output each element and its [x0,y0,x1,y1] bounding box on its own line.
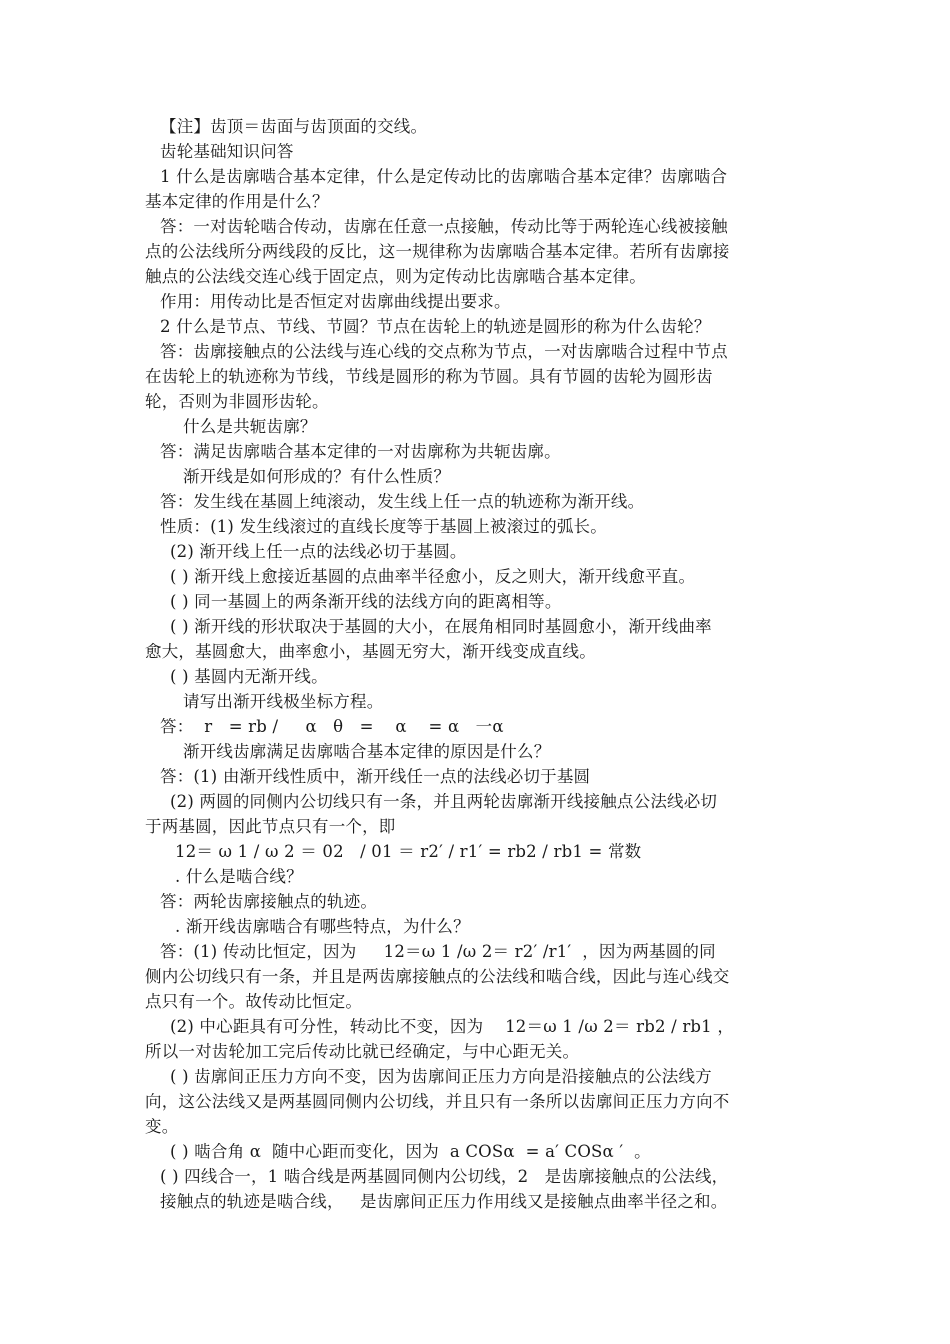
answer-8-line-8: 变。 [145,1117,179,1136]
answer-8-line-10: ( ) 四线合一，1 啮合线是两基圆同侧内公切线，2 是齿廓接触点的公法线， [160,1167,729,1186]
answer-1-line-2: 点的公法线所分两线段的反比，这一规律称为齿廓啮合基本定律。若所有齿廓接 [145,242,730,261]
question-7-line: . 什么是啮合线？ [175,867,303,886]
answer-4-line-5: ( ) 同一基圆上的两条渐开线的法线方向的距离相等。 [170,592,562,611]
answer-6-line-1: 答：(1) 由渐开线性质中，渐开线任一点的法线必切于基圆 [160,767,591,786]
question-1-line-1: 1 什么是齿廓啮合基本定律，什么是定传动比的齿廓啮合基本定律？齿廓啮合 [160,167,728,186]
answer-6-line-3: 于两基圆，因此节点只有一个，即 [145,817,396,836]
question-8-line: . 渐开线齿廓啮合有哪些特点，为什么？ [175,917,470,936]
answer-4-line-2: 性质：(1) 发生线滚过的直线长度等于基圆上被滚过的弧长。 [160,517,607,536]
section-title: 齿轮基础知识问答 [160,142,294,161]
answer-4-line-8: ( ) 基圆内无渐开线。 [170,667,328,686]
answer-4-line-7: 愈大，基圆愈大，曲率愈小，基圆无穷大，渐开线变成直线。 [145,642,596,661]
question-1-line-2: 基本定律的作用是什么？ [145,192,329,211]
note-line: 【注】齿顶＝齿面与齿顶面的交线。 [160,117,428,136]
answer-8-line-3: 点只有一个。故传动比恒定。 [145,992,363,1011]
answer-2-line-3: 轮，否则为非圆形齿轮。 [145,392,329,411]
answer-4-line-1: 答：发生线在基圆上纯滚动，发生线上任一点的轨迹称为渐开线。 [160,492,645,511]
question-5-line: 请写出渐开线极坐标方程。 [183,692,384,711]
answer-8-line-4: (2) 中心距具有可分性，转动比不变，因为 12＝ω 1 /ω 2＝ rb2 / rb1 ， [170,1017,735,1036]
question-4-line: 渐开线是如何形成的？有什么性质？ [183,467,451,486]
answer-6-line-2: (2) 两圆的同侧内公切线只有一条，并且两轮齿廓渐开线接触点公法线必切 [170,792,718,811]
question-2-line: 2 什么是节点、节线、节圆？节点在齿轮上的轨迹是圆形的称为什么齿轮？ [160,317,711,336]
answer-2-line-1: 答：齿廓接触点的公法线与连心线的交点称为节点，一对齿廓啮合过程中节点 [160,342,728,361]
answer-4-line-6: ( ) 渐开线的形状取决于基圆的大小，在展角相同时基圆愈小，渐开线曲率 [170,617,712,636]
question-3-line: 什么是共轭齿廓？ [183,417,317,436]
answer-8-line-11: 接触点的轨迹是啮合线， 是齿廓间正压力作用线又是接触点曲率半径之和。 [160,1192,728,1211]
question-6-line: 渐开线齿廓满足齿廓啮合基本定律的原因是什么？ [183,742,551,761]
answer-8-line-9: ( ) 啮合角 α 随中心距而变化，因为 a COSα = a′ COSα ′ 。 [170,1142,651,1161]
answer-8-line-5: 所以一对齿轮加工完后传动比就已经确定，与中心距无关。 [145,1042,580,1061]
answer-1-line-1: 答：一对齿轮啮合传动，齿廓在任意一点接触，传动比等于两轮连心线被接触 [160,217,728,236]
answer-8-line-7: 向，这公法线又是两基圆同侧内公切线，并且只有一条所以齿廓间正压力方向不 [145,1092,730,1111]
answer-6-formula: 12＝ ω 1 / ω 2 ＝ 02 / 01 ＝ r2′ / r1′ = rb2 / rb1 = 常数 [175,842,642,861]
answer-4-line-3: (2) 渐开线上任一点的法线必切于基圆。 [170,542,467,561]
answer-1-line-3: 触点的公法线交连心线于固定点，则为定传动比齿廓啮合基本定律。 [145,267,646,286]
answer-5-formula: 答： r = rb / α θ = α = α 一α [160,717,504,736]
answer-1-line-4: 作用：用传动比是否恒定对齿廓曲线提出要求。 [160,292,511,311]
answer-8-line-2: 侧内公切线只有一条，并且是两齿廓接触点的公法线和啮合线，因此与连心线交 [145,967,730,986]
answer-7-line: 答：两轮齿廓接触点的轨迹。 [160,892,378,911]
answer-3-line: 答：满足齿廓啮合基本定律的一对齿廓称为共轭齿廓。 [160,442,561,461]
answer-8-line-1: 答：(1) 传动比恒定，因为 12＝ω 1 /ω 2＝ r2′ /r1′ ，因为两基圆的同 [160,942,716,961]
answer-2-line-2: 在齿轮上的轨迹称为节线，节线是圆形的称为节圆。具有节圆的齿轮为圆形齿 [145,367,713,386]
answer-8-line-6: ( ) 齿廓间正压力方向不变，因为齿廓间正压力方向是沿接触点的公法线方 [170,1067,712,1086]
answer-4-line-4: ( ) 渐开线上愈接近基圆的点曲率半径愈小，反之则大，渐开线愈平直。 [170,567,696,586]
